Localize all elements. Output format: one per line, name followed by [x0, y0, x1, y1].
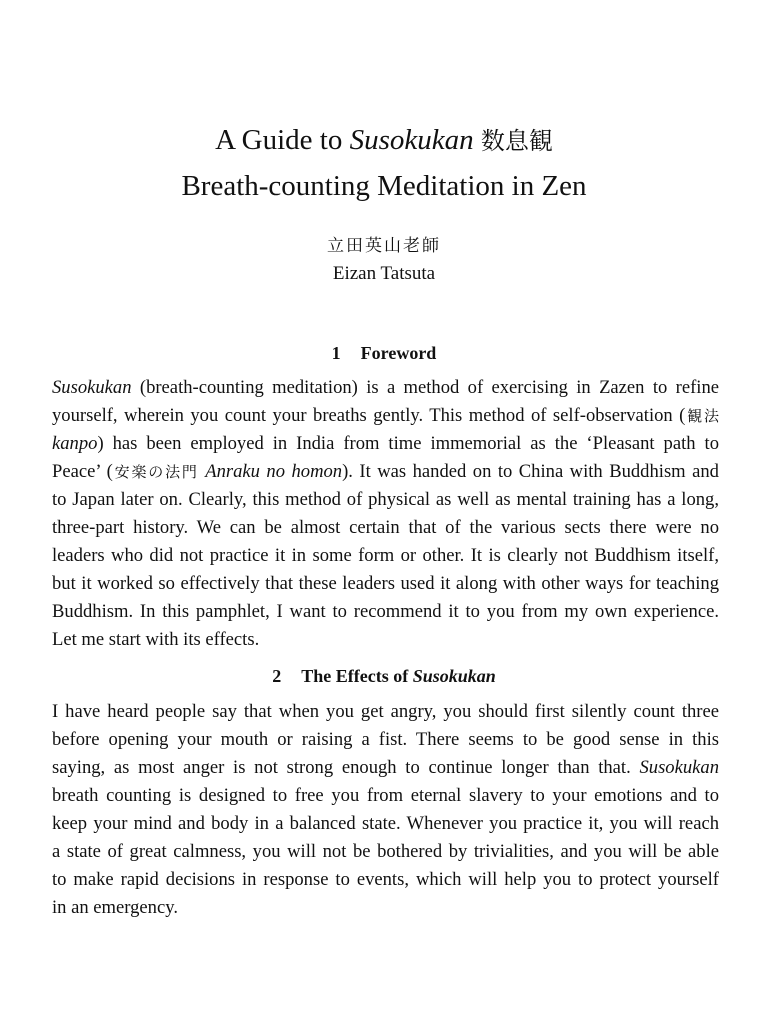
paragraph-line: to Japan later on. Clearly, this method of physical as well as mental training has a long,: [52, 489, 719, 510]
paragraph-foreword: [52, 374, 719, 654]
paragraph-line: leaders who did not practice it in some form or other. It is clearly not Buddhism itself,: [52, 545, 719, 566]
section-title-italic: Susokukan: [412, 666, 496, 686]
author-name-english: Eizan Tatsuta: [332, 263, 436, 284]
paragraph-line: yourself, wherein you count your breaths gently. This method of self-observation (観法: [52, 405, 719, 426]
italic-term: Susokukan: [52, 377, 132, 398]
section-number: 1: [331, 343, 341, 363]
paragraph-line: but it worked so effectively that these leaders used it along with other ways for teaching: [52, 573, 719, 594]
section-heading-effects: [0, 664, 768, 688]
paragraph-line: Susokukan (breath-counting meditation) is a method of exercising in Zazen to refine: [52, 377, 719, 398]
paragraph-line: in an emergency.: [52, 897, 178, 918]
section-heading-foreword: [0, 341, 768, 365]
section-number: 2: [272, 666, 282, 686]
paragraph-line: before opening your mouth or raising a fist. There seems to be good sense in this: [52, 729, 719, 750]
title-japanese: 数息観: [480, 129, 553, 155]
paragraph-line: three-part history. We can be almost certain that of the various sects there were no: [52, 517, 719, 538]
paragraph-line: keep your mind and body in a balanced state. Whenever you practice it, you will reach: [52, 813, 719, 834]
document-title-line-1: [0, 122, 768, 160]
paragraph-effects: [52, 698, 719, 922]
paragraph-line: Buddhism. In this pamphlet, I want to recommend it to you from my own experience.: [52, 601, 719, 622]
paragraph-line: saying, as most anger is not strong enough to continue longer than that. Susokukan: [52, 757, 719, 778]
document-title-line-2: Breath-counting Meditation in Zen: [181, 170, 587, 202]
italic-term: kanpo: [52, 433, 98, 454]
paragraph-line: Peace’ (安楽の法門 Anraku no homon). It was handed on to China with Buddhism and: [52, 461, 719, 482]
section-title: The Effects of: [301, 666, 413, 686]
section-title: Foreword: [360, 343, 437, 363]
paragraph-line: to make rapid decisions in response to events, which will help you to protect yourself: [52, 869, 719, 890]
italic-term: Susokukan: [639, 757, 719, 778]
title-prefix: A Guide to: [215, 124, 350, 156]
italic-term: Anraku no homon: [198, 461, 343, 482]
paragraph-line: I have heard people say that when you get angry, you should first silently count three: [52, 701, 719, 722]
paragraph-line: a state of great calmness, you will not be bothered by trivialities, and you will be able: [52, 841, 719, 862]
japanese-term: 安楽の法門: [112, 465, 199, 481]
paragraph-line: Let me start with its effects.: [52, 629, 260, 650]
author-name-japanese: 立田英山老師: [327, 236, 441, 255]
paragraph-line: kanpo) has been employed in India from time immemorial as the ‘Pleasant path to: [52, 433, 719, 454]
title-italic-term: Susokukan: [349, 124, 474, 156]
paragraph-line: breath counting is designed to free you from eternal slavery to your emotions and to: [52, 785, 719, 806]
japanese-term: 観法: [685, 409, 719, 425]
